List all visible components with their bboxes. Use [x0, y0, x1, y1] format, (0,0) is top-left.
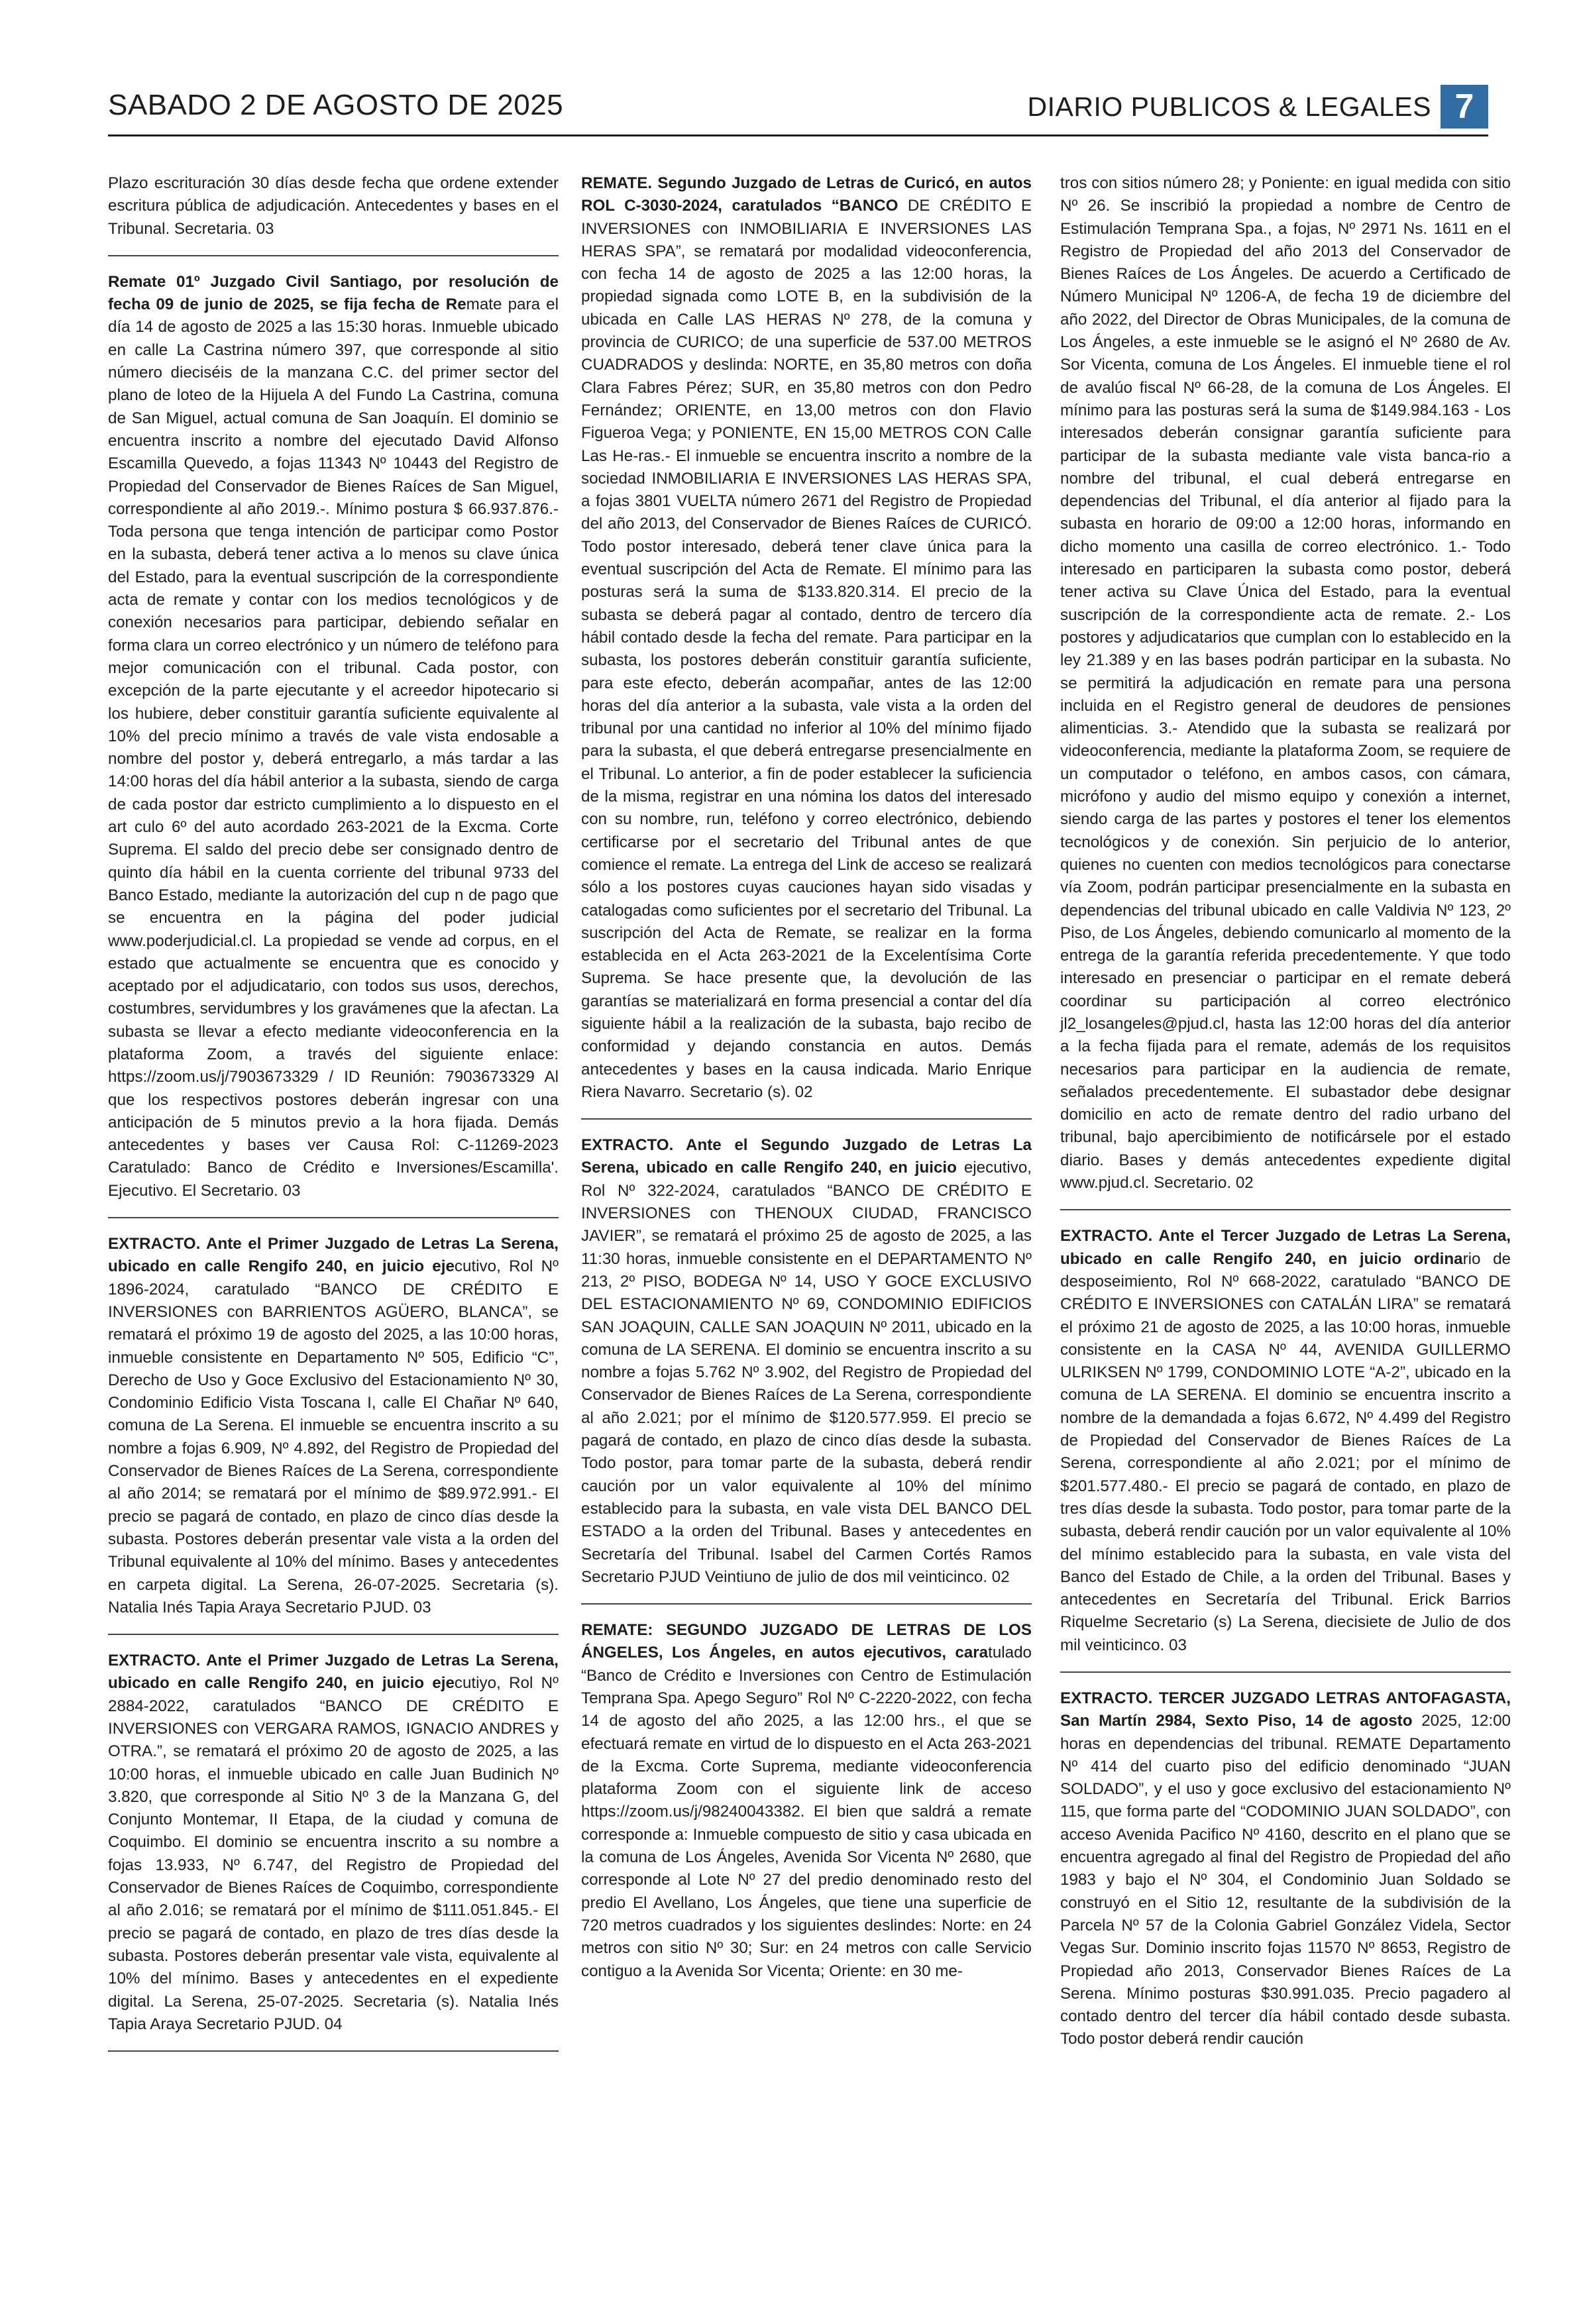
column-1: [108, 172, 559, 2066]
legal-notice: [108, 271, 559, 1202]
notice-title: EXTRACTO. Ante el Primer Juzgado de Letras La Serena, ubicado en calle Rengifo 240, en juicio eje: [108, 1235, 559, 1276]
notice-title: REMATE: SEGUNDO JUZGADO DE LETRAS DE LOS ÁNGELES, Los Ángeles, en autos ejecutivos, cara: [581, 1621, 1032, 1662]
notice-divider: [1060, 1671, 1511, 1673]
newspaper-section-title: DIARIO PUBLICOS & LEGALES: [1027, 91, 1431, 122]
notice-divider: [581, 1603, 1032, 1605]
column-2: [581, 172, 1032, 1983]
notice-divider: [108, 1217, 559, 1218]
issue-date: SABADO 2 DE AGOSTO DE 2025: [108, 89, 564, 121]
notice-body: cutivo, Rol Nº 1896-2024, caratulado “BANCO DE CRÉDITO E INVERSIONES con BARRIENTOS AGÜERO, BLANCA”, se rematará el próximo 19 de agosto del 2025, a las 10:00 horas, inmueble consistente en Departamento Nº 505, Edificio “C”, Derecho de Uso y Goce Exclusivo del Estacionamiento Nº 30, Condominio Edificio Vista Toscana I, calle El Chañar Nº 640, comuna de La Serena. El inmueble se encuentra inscrito a su nombre a fojas 6.909, Nº 4.892, del Registro de Propiedad del Conservador de Bienes Raíces de La Serena, correspondiente al año 2014; se rematará por el mínimo de $89.972.991.- El precio se pagará de contado, en plazo de cinco días desde la subasta. Postores deberán presentar vale vista a la orden del Tribunal equivalente al 10% del mínimo. Bases y antecedentes en carpeta digital. La Serena, 26-07-2025. Secretaria (s). Natalia Inés Tapia Araya Secretario PJUD. 03: [108, 1257, 559, 1616]
column-continuation-text: tros con sitios número 28; y Poniente: en igual medida con sitio Nº 26. Se inscribió la propiedad a nombre de Centro de Estimulación Temprana Spa., a fojas, Nº 2971 Ns. 1611 en el Registro de Propiedad del año 2013 del Conservador de Bienes Raíces de Los Ángeles. De acuerdo a Certificado de Número Municipal Nº 1206-A, de fecha 19 de diciembre del año 2022, del Director de Obras Municipales, de la comuna de Los Ángeles, a este inmueble se le asignó el Nº 2680 de Av. Sor Vicenta, comuna de Los Ángeles. El inmueble tiene el rol de avalúo fiscal Nº 66-28, de la comuna de Los Ángeles. El mínimo para las posturas será la suma de $149.984.163 - Los interesados deberán consignar garantía suficiente para participar de la subasta mediante vale vista banca-rio a nombre del tribunal, el cual deberá entregarse en dependencias del Tribunal, el día anterior al fijado para la subasta en horario de 09:00 a 12:00 horas, informando en dicho momento una casilla de correo electrónico. 1.- Todo interesado en participaren la subasta como postor, deberá tener activa su Clave Única del Estado, para la eventual suscripción de la correspondiente acta de remate. 2.- Los postores y adjudicatarios que cumplan con lo establecido en la ley 21.389 y en las bases podrán participar en la subasta. No se permitirá la adjudicación en remate para una persona incluida en el Registro general de deudores de pensiones alimenticias. 3.- Atendido que la subasta se realizará por videoconferencia, mediante la plataforma Zoom, se requiere de un computador o teléfono, en ambos casos, con cámara, micrófono y audio del mismo equipo y conexión a internet, siendo carga de las partes y postores el tener los elementos tecnológicos y de conexión. Sin perjuicio de lo anterior, quienes no cuenten con medios tecnológicos para conectarse vía Zoom, podrán participar presencialmente en la subasta en dependencias del tribunal ubicado en calle Valdivia Nº 123, 2º Piso, de Los Ángeles, debiendo comunicarlo al momento de la entrega de la garantía referida precedentemente. Y que todo interesado en presenciar o participar en el remate deberá coordinar su participación al correo electrónico jl2_losangeles@pjud.cl, hasta las 12:00 horas del día anterior a la fecha fijada para el remate, además de los requisitos necesarios para participar en la audiencia de remate, señalados precedentemente. El subastador debe designar domicilio en acto de remate dentro del radio urbano del tribunal, bajo apercibimiento de notificársele por el estado diario. Bases y demás antecedentes expediente digital www.pjud.cl. Secretario. 02: [1060, 174, 1511, 1192]
notice-body: tulado “Banco de Crédito e Inversiones con Centro de Estimulación Temprana Spa. Apego Seguro” Rol Nº C-2220-2022, con fecha 14 de agosto del año 2025, a las 12:00 hrs., el que se efectuará remate en virtud de lo dispuesto en el Acta 263-2021 de la Excma. Corte Suprema, mediante videoconferencia plataforma Zoom con el siguiente link de acceso https://zoom.us/j/98240043382. El bien que saldrá a remate corresponde a: Inmueble compuesto de sitio y casa ubicada en la comuna de Los Ángeles, Avenida Sor Vicenta Nº 2680, que corresponde al Lote Nº 27 del predio denominado resto del predio El Avellano, Los Ángeles, que tiene una superficie de 720 metros cuadrados y los siguientes deslindes: Norte: en 24 metros con sitio Nº 30; Sur: en 24 metros con calle Servicio contiguo a la Avenida Sor Vicenta; Oriente: en 30 me-: [581, 1644, 1032, 1980]
notice-divider: [1060, 1209, 1511, 1210]
notice-body: cutiyo, Rol Nº 2884-2022, caratulados “BANCO DE CRÉDITO E INVERSIONES con VERGARA RAMOS, IGNACIO ANDRES y OTRA.”, se rematará el próximo 20 de agosto de 2025, a las 10:00 horas, el inmueble ubicado en calle Juan Budinich Nº 3.820, que corresponde al Sitio Nº 3 de la Manzana G, del Conjunto Montemar, II Etapa, de la ciudad y comuna de Coquimbo. El dominio se encuentra inscrito a su nombre a fojas 13.933, Nº 6.747, del Registro de Propiedad del Conservador de Bienes Raíces de Coquimbo, correspondiente al año 2.016; se rematará por el mínimo de $111.051.845.- El precio se pagará de contado, en plazo de tres días desde la subasta. Postores deberán presentar vale vista, equivalente al 10% del mínimo. Bases y antecedentes en el expediente digital. La Serena, 25-07-2025. Secretaria (s). Natalia Inés Tapia Araya Secretario PJUD. 04: [108, 1674, 559, 2033]
notice-body: 2025, 12:00 horas en dependencias del tribunal. REMATE Departamento Nº 414 del cuarto piso del edificio denominado “JUAN SOLDADO”, y el uso y goce exclusivo del estacionamiento Nº 115, que forma parte del “CODOMINIO JUAN SOLDADO”, con acceso Avenida Pacifico Nº 4160, descrito en el plano que se encuentra agregado al final del Registro de Propiedad del año 1983 y bajo el Nº 304, el Condominio Juan Soldado se construyó en el Sitio 12, resultante de la subdivisión de la Parcela Nº 57 de la Colonia Gabriel González Videla, Sector Vegas Sur. Dominio inscrito fojas 11570 Nº 8653, Registro de Propiedad año 2013, Conservador Bienes Raíces de La Serena. Mínimo posturas $30.991.035. Precio pagadero al contado dentro del tercer día hábil contado desde subasta. Todo postor deberá rendir caución: [1060, 1712, 1511, 2048]
legal-notice: [581, 1134, 1032, 1589]
legal-notice: [1060, 1687, 1511, 2051]
notice-body: DE CRÉDITO E INVERSIONES con INMOBILIARIA E INVERSIONES LAS HERAS SPA”, se rematará por modalidad videoconferencia, con fecha 14 de agosto de 2025 a las 12:00 horas, la propiedad signada como LOTE B, en la subdivisión de la ubicada en Calle LAS HERAS Nº 278, de la comuna y provincia de CURICO; de una superficie de 537.00 METROS CUADRADOS y deslinda: NORTE, en 35,80 metros con doña Clara Fabres Pérez; SUR, en 35,80 metros con don Pedro Fernández; ORIENTE, en 13,00 metros con don Flavio Figueroa Vega; y PONIENTE, EN 15,00 METROS CON Calle Las He-ras.- El inmueble se encuentra inscrito a nombre de la sociedad INMOBILIARIA E INVERSIONES LAS HERAS SPA, a fojas 3801 VUELTA número 2671 del Registro de Propiedad del año 2013, del Conservador de Bienes Raíces de CURICÓ. Todo postor interesado, deberá tener clave única para la eventual suscripción del Acta de Remate. El mínimo para las posturas será la suma de $133.820.314. El precio de la subasta se deberá pagar al contado, dentro de tercero día hábil contado desde la fecha del remate. Para participar en la subasta, los postores deberán constituir garantía suficiente, para este efecto, deberán acompañar, antes de las 12:00 horas del día anterior a la subasta, vale vista a la orden del tribunal por una cantidad no inferior al 10% del mínimo fijado para la subasta, el que deberá entregarse presencialmente en el Tribunal. Lo anterior, a fin de poder establecer la suficiencia de la misma, registrar en una nómina los datos del interesado con su nombre, run, teléfono y correo electrónico, debiendo certificarse por el secretario del Tribunal antes de que comience el remate. La entrega del Link de acceso se realizará sólo a los postores cuyas cauciones hayan sido visadas y catalogadas como suficientes por el secretario del Tribunal. La suscripción del Acta de Remate, se realizar en la forma establecida en el Acta 263-2021 de la Excelentísima Corte Suprema. Se hace presente que, la devolución de las garantías se materializará en forma presencial a contar del día siguiente hábil a la realización de la subasta, bajo recibo de conformidad y dejando constancia en autos. Demás antecedentes y bases en la causa indicada. Mario Enrique Riera Navarro. Secretario (s). 02: [581, 197, 1032, 1101]
legal-notice: [108, 1650, 559, 2036]
notice-divider: [108, 255, 559, 256]
notice-title: EXTRACTO. TERCER JUZGADO LETRAS ANTOFAGASTA, San Martín 2984, Sexto Piso, 14 de agosto: [1060, 1689, 1511, 1730]
header-rule: [108, 134, 1488, 136]
page-header: [108, 85, 1488, 131]
legal-notice: [581, 1619, 1032, 1983]
legal-notice: [581, 172, 1032, 1104]
notice-title: EXTRACTO. Ante el Tercer Juzgado de Letras La Serena, ubicado en calle Rengifo 240, en juicio ordina: [1060, 1227, 1511, 1268]
notice-divider: [108, 2050, 559, 2052]
notice-title: Remate 01º Juzgado Civil Santiago, por resolución de fecha 09 de junio de 2025, se fija fecha de Re: [108, 272, 559, 314]
notice-divider: [581, 1118, 1032, 1120]
notice-body: mate para el día 14 de agosto de 2025 a las 15:30 horas. Inmueble ubicado en calle La Castrina número 397, que corresponde al sitio número dieciséis de la manzana C.C. del primer sector del plano de loteo de la Hijuela A del Fundo La Castrina, comuna de San Miguel, actual comuna de San Joaquín. El dominio se encuentra inscrito a nombre del ejecutado David Alfonso Escamilla Quevedo, a fojas 11343 Nº 10443 del Registro de Propiedad del Conservador de Bienes Raíces de San Miguel, correspondiente al año 2019.-. Mínimo postura $ 66.937.876.- Toda persona que tenga intención de participar como Postor en la subasta, deberá tener activa a lo menos su clave única del Estado, para la eventual suscripción de la correspondiente acta de remate y contar con los medios tecnológicos y de conexión necesarios para participar, debiendo señalar en forma clara un correo electrónico y un número de teléfono para mejor comunicación con el tribunal. Cada postor, con excepción de la parte ejecutante y el acreedor hipotecario si los hubiere, deber constituir garantía suficiente equivalente al 10% del precio mínimo a través de vale vista endosable a nombre del postor y, deberá entregarlo, a más tardar a las 14:00 horas del día hábil anterior a la subasta, siendo de carga de cada postor dar estricto cumplimiento a lo dispuesto en el art culo 6º del auto acordado 263-2021 de la Excma. Corte Suprema. El saldo del precio debe ser consignado dentro de quinto día hábil en la cuenta corriente del tribunal 9733 del Banco Estado, mediante la autorización del cup n de pago que se encuentra en la página del poder judicial www.poderjudicial.cl. La propiedad se vende ad corpus, en el estado que actualmente se encuentra que es conocido y aceptado por el adjudicatario, con todos sus usos, derechos, costumbres, servidumbres y los gravámenes que la afectan. La subasta se llevar a efecto mediante videoconferencia en la plataforma Zoom, a través del siguiente enlace: https://zoom.us/j/7903673329 / ID Reunión: 7903673329 Al que los respectivos postores deberán ingresar con una anticipación de 5 minutos previo a la hora fijada. Demás antecedentes y bases ver Causa Rol: C-11269-2023 Caratulado: Banco de Crédito e Inversiones/Escamilla'. Ejecutivo. El Secretario. 03: [108, 295, 559, 1200]
notice-divider: [108, 1634, 559, 1635]
column-continuation-text: Plazo escrituración 30 días desde fecha que ordene extender escritura pública de adjudicación. Antecedentes y bases en el Tribunal. Secretaria. 03: [108, 174, 559, 238]
legal-notice: [108, 1233, 559, 1619]
legal-notice: [1060, 1225, 1511, 1657]
notice-body: rio de desposeimiento, Rol Nº 668-2022, caratulado “BANCO DE CRÉDITO E INVERSIONES con CATALÁN LIRA” se rematará el próximo 21 de agosto de 2025, a las 10:00 horas, inmueble consistente en la CASA Nº 44, AVENIDA GUILLERMO ULRIKSEN Nº 1799, CONDOMINIO LOTE “A-2”, ubicado en la comuna de LA SERENA. El dominio se encuentra inscrito a nombre de la demandada a fojas 6.672, Nº 4.499 del Registro de Propiedad del Conservador de Bienes Raíces de La Serena, correspondiente al año 2.021; por el mínimo de $201.577.480.- El precio se pagará de contado, en plazo de tres días desde la subasta. Todo postor, para tomar parte de la subasta, deberá rendir caución por un valor equivalente al 10% del mínimo establecido para la subasta, en vale vista del Banco del Estado de Chile, a la orden del Tribunal. Bases y antecedentes en Secretaría del Tribunal. Erick Barrios Riquelme Secretario (s) La Serena, diecisiete de Julio de dos mil veinticinco. 03: [1060, 1249, 1511, 1654]
page-number-badge: 7: [1441, 85, 1488, 129]
notice-title: EXTRACTO. Ante el Segundo Juzgado de Letras La Serena, ubicado en calle Rengifo 240, en juicio: [581, 1136, 1032, 1177]
notice-title: REMATE. Segundo Juzgado de Letras de Curicó, en autos ROL C-3030-2024, caratulados “BANCO: [581, 174, 1032, 215]
notice-title: EXTRACTO. Ante el Primer Juzgado de Letras La Serena, ubicado en calle Rengifo 240, en juicio eje: [108, 1652, 559, 1693]
notice-body: ejecutivo, Rol Nº 322-2024, caratulados “BANCO DE CRÉDITO E INVERSIONES con THENOUX CIUDAD, FRANCISCO JAVIER”, se rematará el próximo 25 de agosto de 2025, a las 11:30 horas, inmueble consistente en el DEPARTAMENTO Nº 213, 2º PISO, BODEGA Nº 14, USO Y GOCE EXCLUSIVO DEL ESTACIONAMIENTO Nº 69, CONDOMINIO EDIFICIOS SAN JOAQUIN, CALLE SAN JOAQUIN Nº 2011, ubicado en la comuna de LA SERENA. El dominio se encuentra inscrito a su nombre a fojas 5.762 Nº 3.902, del Registro de Propiedad del Conservador de Bienes Raíces de La Serena, correspondiente al año 2.021; por el mínimo de $120.577.959. El precio se pagará de contado, en plazo de cinco días desde la subasta. Todo postor, para tomar parte de la subasta, deberá rendir caución por un valor equivalente al 10% del mínimo establecido para la subasta, en vale vista DEL BANCO DEL ESTADO a la orden del Tribunal. Bases y antecedentes en Secretaría del Tribunal. Isabel del Carmen Cortés Ramos Secretario PJUD Veintiuno de julio de dos mil veinticinco. 02: [581, 1159, 1032, 1586]
column-3: [1060, 172, 1511, 2051]
